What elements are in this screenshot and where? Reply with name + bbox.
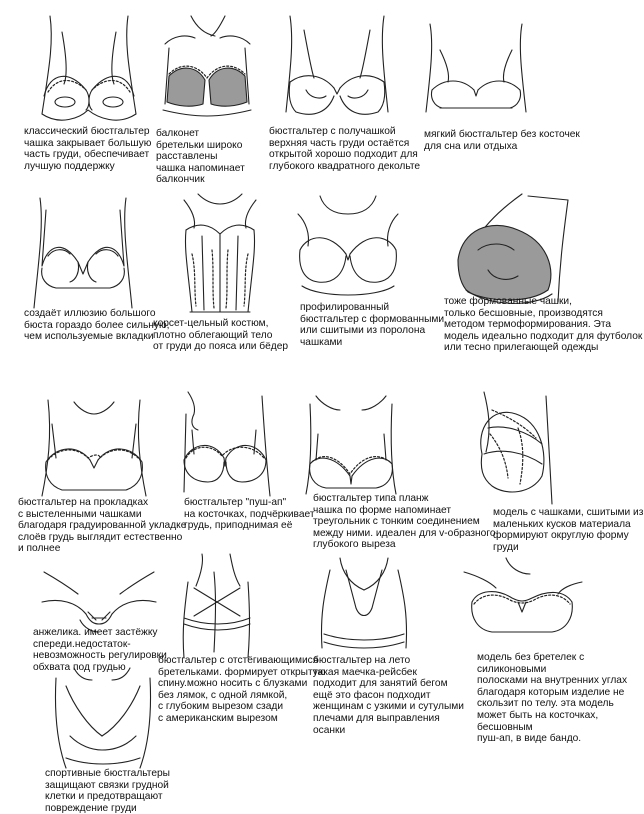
racerback-bra-sketch <box>312 556 416 652</box>
caption-racerback: бюстгальтер на лето такая маечка-рейсбек подходит для занятий бегом ещё это фасон подходит женщинам с узкими и сутулыми плечами для выправления осанки <box>313 655 464 736</box>
caption-molded: профилированный бюстгальтер с формованными или сшитыми из поролона чашками <box>300 302 445 348</box>
strapless-bra-sketch <box>462 554 584 650</box>
caption-padded: бюстгальтер на прокладках с выстеленными чашками благодаря градуированной укладке слоёв грудь выглядит естественно и полнее <box>18 497 187 555</box>
soft-bra-sketch <box>420 16 532 120</box>
balconette-bra-sketch <box>155 14 260 132</box>
padded-bra-sketch <box>34 396 154 500</box>
caption-seamed: модель с чашками, сшитыми из маленьких кусков материала формируют округлую форму груди <box>493 507 644 553</box>
plunge-bra-sketch <box>296 394 406 498</box>
caption-convertible: бюстгальтер с отстёгивающимися бретельками. формирует открытую спину.можно носить с блузками без лямок, с одной лямкой, с глубоким вырезом сзади с американским вырезом <box>158 655 326 724</box>
seamed-bra-sketch <box>462 388 558 508</box>
sports-bra-sketch <box>44 666 162 770</box>
caption-plunge: бюстгальтер типа планж чашка по форме напоминает треугольник с тонким соединением между ними. идеален для v-образного глубокого выреза <box>313 493 496 551</box>
caption-strapless: модель без бретелек с силиконовыми полосками на внутренних углах благодаря которым изделие не скользит по телу. эта модель может быть на косточках, бесшовным пуш-ап, в виде бандо. <box>477 652 628 745</box>
corset-sketch <box>170 190 270 316</box>
caption-angelica: анжелика. имеет застёжку спереди.недостаток- невозможность регулировки обхвата под грудью <box>33 627 167 673</box>
caption-half-cup: бюстгальтер с получашкой верхняя часть груди остаётся открытой хорошо подходит для глубокого квадратного декольте <box>269 126 421 172</box>
caption-push-up: бюстгальтер "пуш-ап" на косточках, подчёркивает грудь, приподнимая её <box>184 497 315 532</box>
molded-bra-sketch <box>290 194 406 304</box>
caption-seamless: тоже формованные чашки, только бесшовные, производятся методом термоформирования. Эта модель идеально подходит для футболок или тесно прилегающей одежды <box>444 296 643 354</box>
caption-illusion: создаёт иллюзию большого бюста гораздо более сильную, чем используемые вкладки <box>24 308 170 343</box>
push-up-bra-sketch <box>172 388 278 500</box>
caption-soft: мягкий бюстгальтер без косточек для сна или отдыха <box>424 129 580 152</box>
convertible-bra-sketch <box>170 552 262 660</box>
caption-corset: корсет-цельный костюм, плотно облегающий тело от груди до пояса или бёдер <box>153 318 289 353</box>
caption-balconette: балконет бретельки широко расставлены чашка напоминает балкончик <box>156 128 245 186</box>
half-cup-bra-sketch <box>276 12 398 124</box>
illusion-bra-sketch <box>24 196 142 310</box>
angelica-bra-sketch <box>40 562 158 634</box>
caption-sports: спортивные бюстгальтеры защищают связки грудной клетки и предотвращают повреждение груди <box>45 768 170 814</box>
caption-classic: классический бюстгальтер чашка закрывает большую часть груди, обеспечивает лучшую поддержку <box>24 126 152 172</box>
classic-bra-sketch <box>30 14 148 132</box>
